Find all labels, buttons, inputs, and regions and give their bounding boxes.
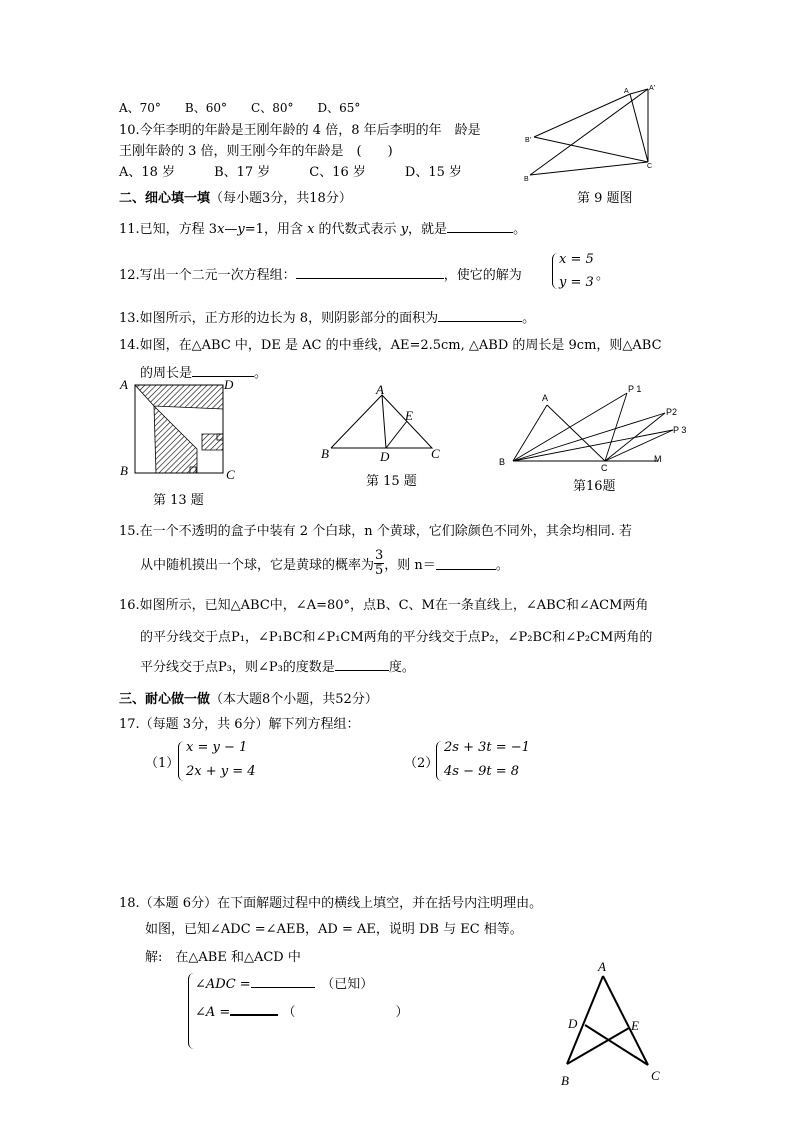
fig16-label-A: A [542,393,549,403]
q18-row2-close: ） [395,1005,409,1020]
section3-heading [119,688,378,707]
q12-brace [552,253,558,289]
q17-p2-eq1: 2s + 3t = −1 [444,740,530,755]
q12-text: 12.写出一个二元一次方程组： [119,268,296,283]
q18-row1-reason: （已知） [327,977,374,992]
figure-q16 [495,380,695,472]
figure-q9 [522,82,672,184]
q15-line2b: ，则 n＝ [384,557,436,573]
fig18-label-B: B [561,1073,569,1088]
q15-answer-blank[interactable] [436,557,496,570]
fig16-label-P1: P 1 [628,384,642,394]
fig16-label-C: C [601,463,608,472]
q15-line1: 15.在一个不透明的盒子中装有 2 个白球，n 个黄球，它们除颜色不同外，其余均相同. 若 [119,524,632,539]
q18-solution: 解: 在△ABE 和△ACD 中 [145,950,301,965]
fig15-label-E: E [405,408,413,423]
fig18-label-A: A [598,959,606,974]
q18-line2: 如图，已知∠ADC =∠AEB，AD = AE，说明 DB 与 EC 相等。 [145,922,523,937]
q12-answer-blank[interactable] [296,266,444,279]
q11 [119,218,526,237]
fig18-label-D: D [568,1016,578,1031]
q11-suffix: ，就是 [408,222,448,237]
q18-row2-open: （ [282,1005,296,1020]
fig13-caption: 第 13 题 [153,493,204,508]
fig13-label-C: C [226,467,235,482]
q17-p1-eq2: 2x + y = 4 [186,764,256,779]
q10-line1: 10.今年李明的年龄是王刚年龄的 4 倍，8 年后李明的年 龄是 [119,123,481,138]
q11-answer-blank[interactable] [447,220,513,233]
section3-note: （本大题8个小题，共52分） [210,692,378,707]
q11-x: x [217,222,225,237]
q17-p1-brace [178,741,184,781]
fig15-label-A: A [376,382,384,397]
fig18-label-E: E [631,1018,639,1033]
q11-y: y [237,222,245,237]
fig9-label-a1: A' [649,85,656,92]
fig16-label-P3: P 3 [673,425,687,435]
fig16-label-M: M [654,454,662,464]
q10-line2: 王刚年龄的 3 倍，则王刚今年的年龄是 ( ) [119,144,393,159]
q18-row1 [195,973,373,992]
q17-p2-eq2: 4s − 9t = 8 [444,764,520,779]
figure-q18 [557,956,673,1090]
fig16-caption: 第16题 [573,479,616,494]
q16-line3-text: 平分线交于点P₃，则∠P₃的度数是 [140,660,335,675]
q11-end: 。 [513,222,527,237]
q12-eq2: y = 3 [559,275,594,290]
fig15-label-D: D [380,449,390,462]
q12-end: 。 [596,268,610,283]
q9-options: A、70° B、60° C、80° D、65° [119,101,361,115]
q11-y2: y [400,222,409,237]
q13-end: 。 [522,311,536,326]
fig9-label-a: A [624,88,629,95]
q18-row2 [195,1001,408,1020]
fig15-caption: 第 15 题 [366,474,417,489]
q16-end: 度。 [388,660,415,675]
fig9-label-b: B [524,176,529,183]
q16-line3 [140,656,415,675]
section2-note: （每小题3分，共18分） [210,191,352,206]
fig16-label-B: B [499,457,506,467]
q13-text: 13.如图所示，正方形的边长为 8，则阴影部分的面积为 [119,311,439,326]
q10-options: A、18 岁 B、17 岁 C、16 岁 D、15 岁 [119,165,463,180]
fig13-label-B: B [120,463,128,478]
q15-frac-den: 5 [375,562,384,578]
fig9-label-b1: B' [525,137,532,144]
section3-title: 三、耐心做一做 [119,692,211,707]
q16-line1: 16.如图所示，已知△ABC中，∠A=80°，点B、C、M在一条直线上，∠ABC和∠ACM两角 [119,598,649,613]
q13 [119,307,535,326]
q13-answer-blank[interactable] [438,309,522,322]
section2-title: 二、细心填一填 [119,191,211,206]
q18-line1: 18.（本题 6分）在下面解题过程中的横线上填空，并在括号内注明理由。 [119,896,543,911]
fig13-label-A: A [120,377,128,392]
q15-end: 。 [495,557,509,573]
q18-row2-text: ∠A = [195,1005,231,1020]
q12-eq1: x = 5 [559,252,594,267]
q18-row2-blank[interactable] [230,1002,278,1016]
q12 [119,264,522,283]
q11-prefix: 11.已知，方程 3 [119,222,218,237]
q18-row1-text: ∠ADC = [195,977,251,992]
q15-fraction [374,549,384,578]
q11-mid: 的代数式表示 [314,222,401,237]
fig9-caption: 第 9 题图 [577,191,633,206]
q14-line2-text: 的周长是 [140,366,193,381]
q18-brace [188,973,195,1049]
q18-row1-blank[interactable] [251,975,315,988]
q11-x2: x [307,222,315,237]
figure-q13 [114,376,244,482]
figure-q15 [318,382,446,462]
q15-frac-num: 3 [375,547,384,563]
fig16-label-P2: P2 [666,407,678,417]
q11-eq: =1，用含 [244,222,308,237]
fig9-label-c: C [647,163,653,170]
q17-p2-label: （2） [404,756,439,771]
fig13-label-D: D [224,377,234,392]
q17-text: 17.（每题 3分，共 6分）解下列方程组： [119,717,360,732]
fig15-label-B: B [321,446,329,461]
fig18-label-C: C [651,1068,660,1083]
q17-p1-eq1: x = y − 1 [186,740,248,755]
q12-after: ，使它的解为 [443,268,522,283]
q11-minus: — [224,222,238,237]
q15-line2a: 从中随机摸出一个球，它是黄球的概率为 [140,557,375,573]
q17-p1-label: （1） [145,756,180,771]
q16-line2: 的平分线交于点P₁，∠P₁BC和∠P₁CM两角的平分线交于点P₂，∠P₂BC和∠P₂CM两角的 [140,630,653,645]
q16-answer-blank[interactable] [335,658,389,671]
q14-line1: 14.如图，在△ABC 中，DE 是 AC 的中垂线，AE=2.5cm, △ABD 的周长是 9cm，则△ABC [119,338,662,353]
section2-heading [119,187,352,206]
q17-p2-brace [436,741,442,781]
fig15-label-C: C [431,446,440,461]
q14-end: 。 [254,366,268,381]
q15-line2 [140,546,509,580]
